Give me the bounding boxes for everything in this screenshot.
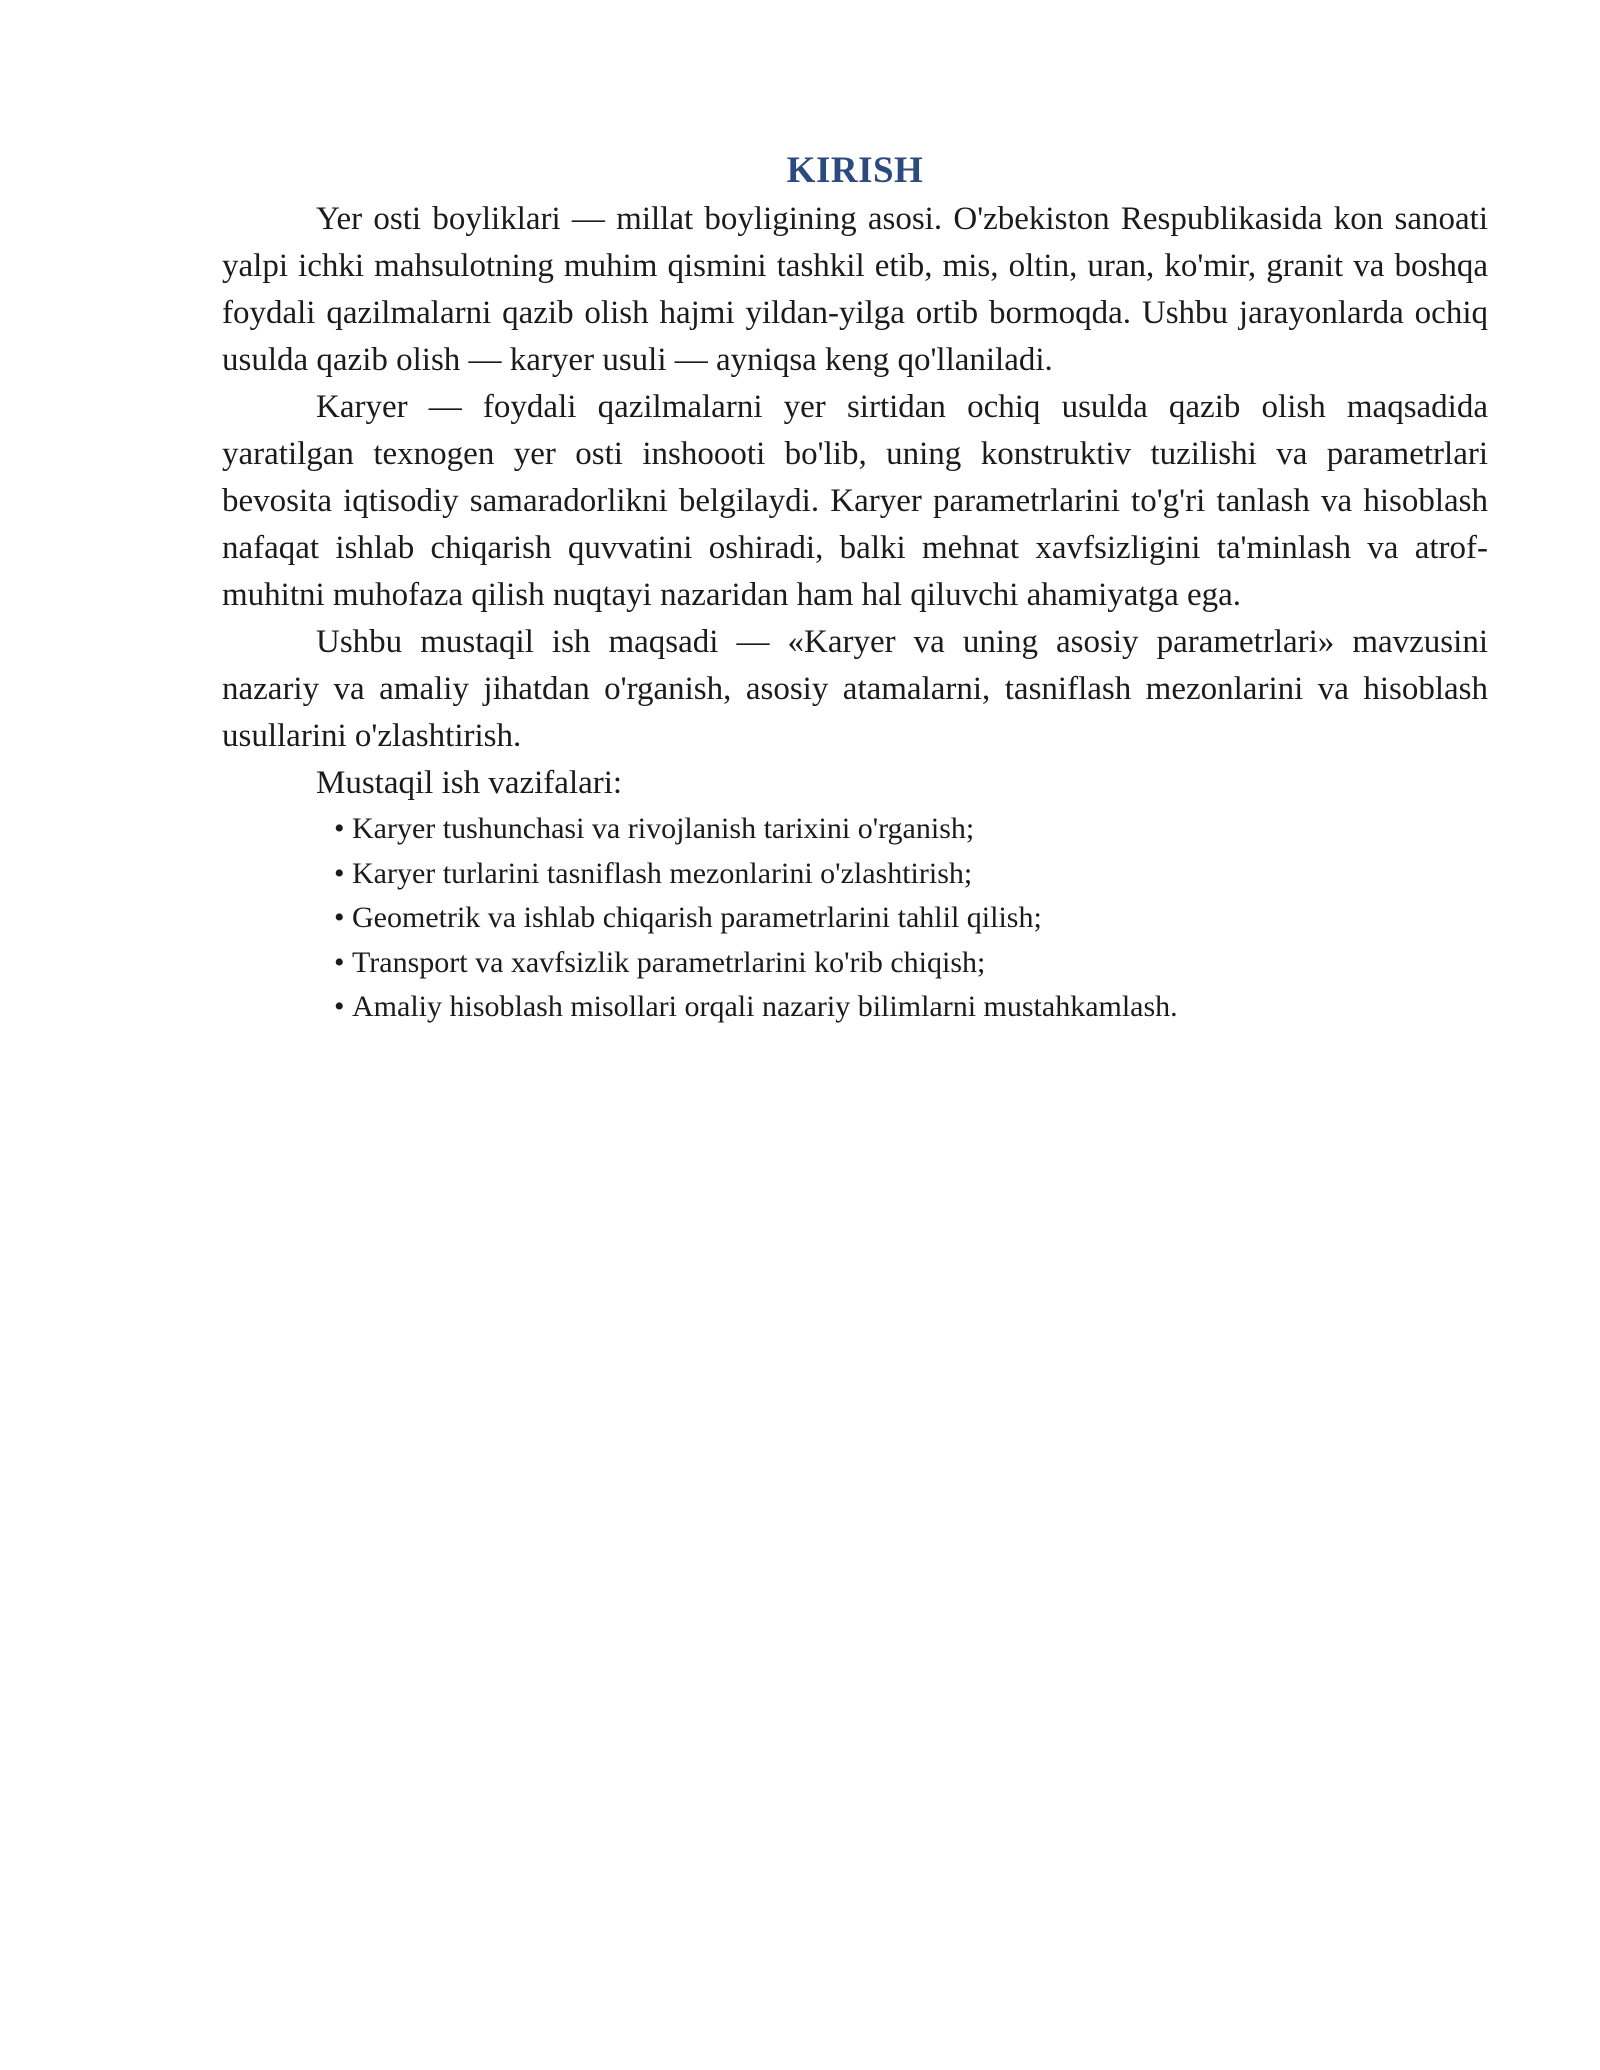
bullet-marker: • (334, 856, 345, 890)
list-item-text: Karyer tushunchasi va rivojlanish tarixini o'rganish; (352, 812, 975, 845)
list-item-text: Geometrik va ishlab chiqarish parametrlarini tahlil qilish; (352, 901, 1042, 934)
bullet-marker: • (334, 812, 345, 845)
paragraph-intro: Yer osti boyliklari — millat boyligining asosi. O'zbekiston Respublikasida kon sanoati yalpi ichki mahsulotning muhim qismini tashkil etib, mis, oltin, uran, ko'mir, granit va boshqa foydali qazilmalarni qazib olish hajmi yildan-yilga ortib bormoqda. Ushbu jarayonlarda ochiq usulda qazib olish — karyer usuli — ayniqsa keng qo'llaniladi. (222, 201, 1488, 378)
tasks-list (222, 807, 1488, 1030)
list-item-text: Transport va xavfsizlik parametrlarini ko'rib chiqish; (352, 945, 986, 979)
list-item (334, 941, 1488, 986)
paragraph-goal: Ushbu mustaqil ish maqsadi — «Karyer va uning asosiy parametrlari» mavzusini nazariy va amaliy jihatdan o'rganish, asosiy atamalarni, tasniflash mezonlarini va hisoblash usullarini o'zlashtirish. (222, 624, 1488, 754)
list-item (334, 896, 1488, 941)
list-item-text: Karyer turlarini tasniflash mezonlarini o'zlashtirish; (352, 856, 973, 890)
list-item-text: Amaliy hisoblash misollari orqali nazariy bilimlarni mustahkamlash. (352, 990, 1178, 1023)
paragraph-karyer-definition: Karyer — foydali qazilmalarni yer sirtidan ochiq usulda qazib olish maqsadida yaratilgan texnogen yer osti inshoooti bo'lib, uning konstruktiv tuzilishi va parametrlari bevosita iqtisodiy samaradorlikni belgilaydi. Karyer parametrlarini to'g'ri tanlash va hisoblash nafaqat ishlab chiqarish quvvatini oshiradi, balki mehnat xavfsizligini ta'minlash va atrof-muhitni muhofaza qilish nuqtayi nazaridan ham hal qiluvchi ahamiyatga ega. (222, 389, 1488, 613)
section-heading: KIRISH (786, 150, 924, 191)
bullet-marker: • (334, 945, 345, 979)
list-item (334, 807, 1488, 852)
list-item (334, 852, 1488, 897)
bullet-marker: • (334, 901, 345, 934)
bullet-marker: • (334, 990, 345, 1023)
list-item (334, 985, 1488, 1030)
document-body (222, 148, 1488, 1030)
tasks-intro: Mustaqil ish vazifalari: (316, 765, 623, 801)
